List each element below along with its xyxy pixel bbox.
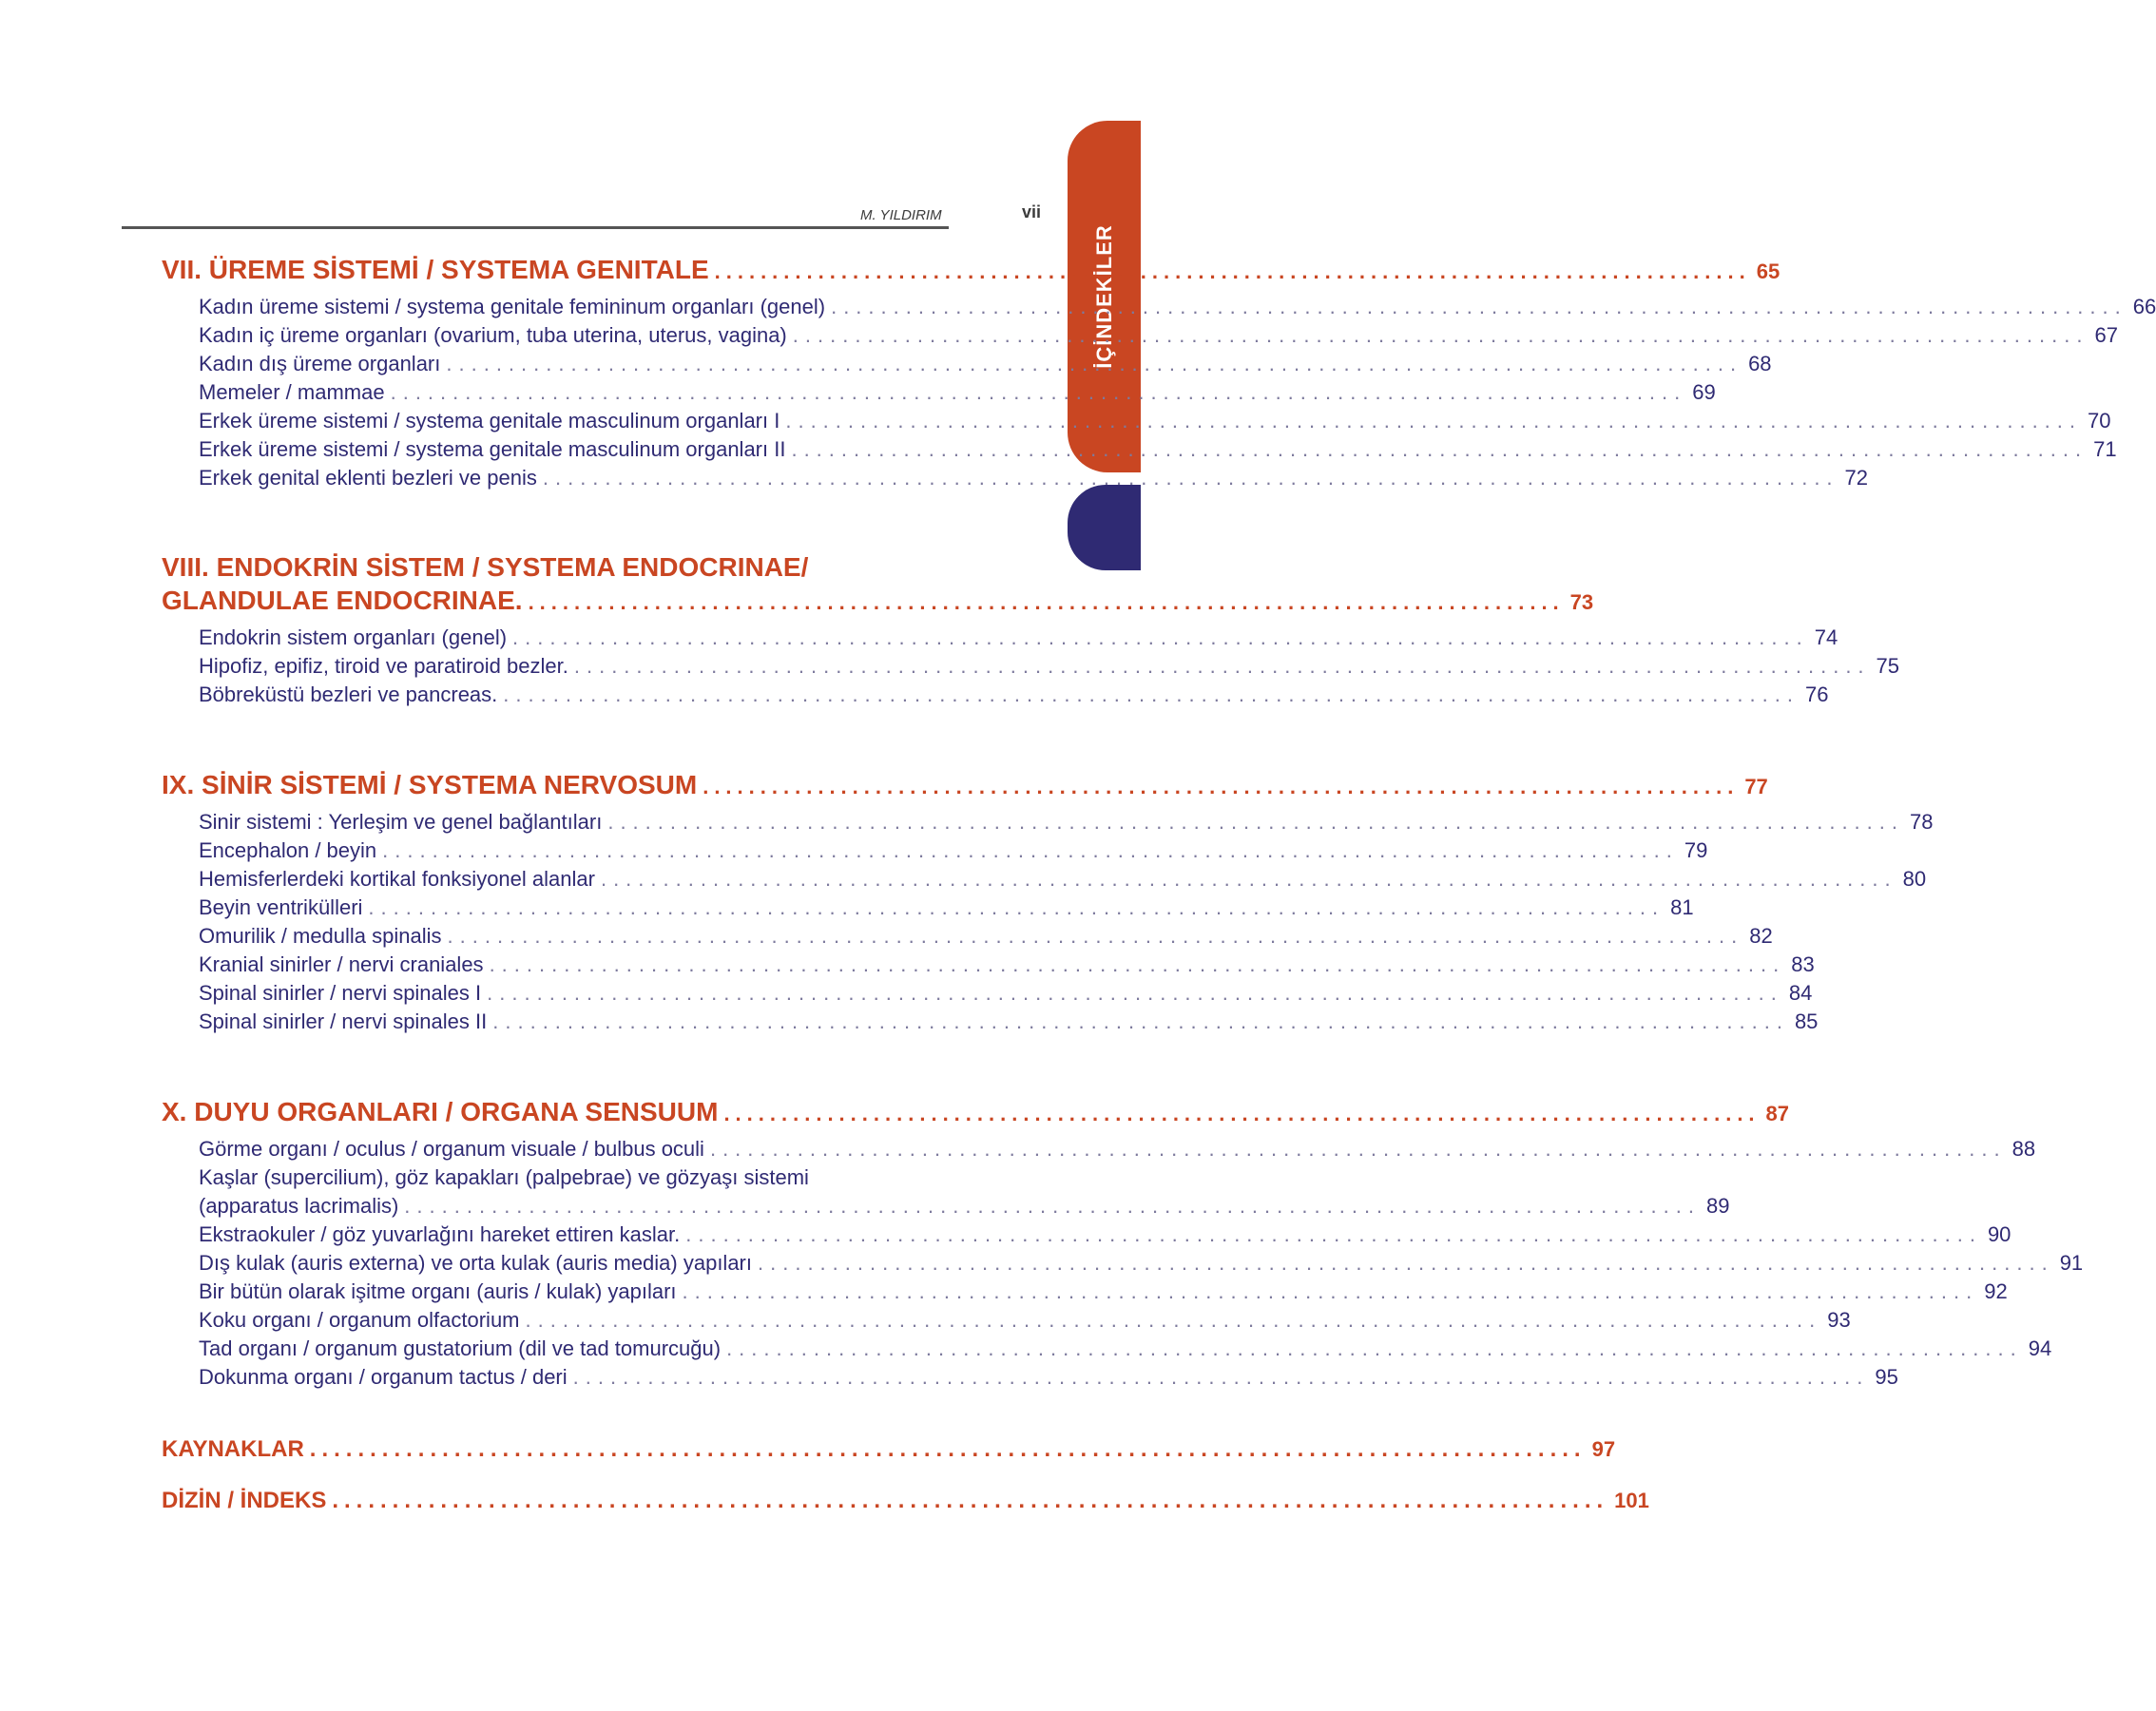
- side-tab-label: İÇİNDEKİLER: [1091, 224, 1116, 369]
- toc-entry: Encephalon / beyin ........................................................................................................ 79: [199, 838, 1708, 862]
- running-header-page-number: vii: [1022, 202, 1042, 221]
- toc-entry: Kadın dış üreme organları ........................................................................................................ 68: [199, 352, 1772, 375]
- toc-entry: Hemisferlerdeki kortikal fonksiyonel alanlar ........................................................................................................ 80: [199, 867, 1927, 891]
- section-title: VIII. ENDOKRİN SİSTEM / SYSTEMA ENDOCRINAE/: [162, 552, 809, 582]
- dot-leader: ..........................................................................................: [528, 590, 1565, 614]
- toc-entry: Bir bütün olarak işitme organı (auris / kulak) yapıları ........................................................................................................ 92: [199, 1279, 2008, 1303]
- toc-entry: Spinal sinirler / nervi spinales I ........................................................................................................ 84: [199, 981, 1813, 1005]
- toc-entry: Koku organı / organum olfactorium ........................................................................................................ 93: [199, 1308, 1851, 1332]
- section-title-continued: GLANDULAE ENDOCRINAE.: [162, 586, 523, 615]
- section-page: 87: [1765, 1102, 1790, 1125]
- toc-entry: Böbreküstü bezleri ve pancreas. ........................................................................................................ 76: [199, 682, 1829, 706]
- toc-entry-first-line: Kaşlar (supercilium), göz kapakları (palpebrae) ve gözyaşı sistemi: [199, 1165, 809, 1189]
- toc-entry: (apparatus lacrimalis) ........................................................................................................ 89: [199, 1194, 1730, 1218]
- toc-entry: Erkek üreme sistemi / systema genitale masculinum organları I ........................................................................................................ 70: [199, 409, 2111, 433]
- dot-leader: ..........................................................................................: [714, 260, 1751, 283]
- section-title: IX. SİNİR SİSTEMİ / SYSTEMA NERVOSUM: [162, 770, 698, 799]
- toc-back-matter-references: KAYNAKLAR .......................................................................................................... 97: [162, 1433, 1040, 1466]
- toc-entry: Erkek genital eklenti bezleri ve penis ........................................................................................................ 72: [199, 466, 1869, 490]
- section-title: VII. ÜREME SİSTEMİ / SYSTEMA GENITALE: [162, 255, 709, 284]
- section-page: 77: [1744, 775, 1768, 798]
- toc-section-viii: [162, 551, 1900, 709]
- dot-leader: ..........................................................................................: [703, 775, 1740, 798]
- section-page: 73: [1569, 590, 1594, 614]
- toc-entry: Sinir sistemi : Yerleşim ve genel bağlantıları ........................................................................................................ 78: [199, 810, 1934, 834]
- toc-section-x: [162, 1095, 2084, 1392]
- toc-entry: Görme organı / oculus / organum visuale / bulbus oculi ........................................................................................................ 88: [199, 1137, 2036, 1161]
- toc-entry: Kadın iç üreme organları (ovarium, tuba uterina, uterus, vagina) ........................................................................................................ 67: [199, 323, 2118, 347]
- section-title: X. DUYU ORGANLARI / ORGANA SENSUUM: [162, 1097, 719, 1126]
- running-header-author: M. YILDIRIM: [860, 207, 942, 223]
- side-tab-next: [1068, 485, 1141, 570]
- toc-section-ix: [162, 768, 1934, 1036]
- toc-entry: Erkek üreme sistemi / systema genitale masculinum organları II ........................................................................................................ 71: [199, 437, 2117, 461]
- toc-entry: Ekstraokuler / göz yuvarlağını hareket ettiren kaslar. ........................................................................................................ 90: [199, 1222, 2012, 1246]
- toc-entry: Beyin ventrikülleri ........................................................................................................ 81: [199, 895, 1694, 919]
- toc-entry: Kranial sinirler / nervi craniales ........................................................................................................ 83: [199, 952, 1815, 976]
- toc-entry: Spinal sinirler / nervi spinales II ........................................................................................................ 85: [199, 1009, 1819, 1033]
- toc-entry: Endokrin sistem organları (genel) ........................................................................................................ 74: [199, 625, 1838, 649]
- toc-entry: Kadın üreme sistemi / systema genitale femininum organları (genel) ........................................................................................................ 66: [199, 295, 2156, 318]
- section-page: 65: [1756, 260, 1781, 283]
- toc-entry: Omurilik / medulla spinalis ........................................................................................................ 82: [199, 924, 1773, 948]
- dot-leader: ..........................................................................................: [723, 1102, 1761, 1125]
- toc-entry: Tad organı / organum gustatorium (dil ve tad tomurcuğu) ........................................................................................................ 94: [199, 1336, 2052, 1360]
- toc-entry: Dokunma organı / organum tactus / deri ........................................................................................................ 95: [199, 1365, 1898, 1389]
- dot-leader: ..........................................................................................................: [332, 1488, 1609, 1513]
- dot-leader: ..........................................................................................................: [309, 1436, 1587, 1462]
- header-rule: [122, 226, 949, 229]
- toc-entry: Hipofiz, epifiz, tiroid ve paratiroid bezler. ........................................................................................................ 75: [199, 654, 1900, 678]
- toc-entry: Dış kulak (auris externa) ve orta kulak (auris media) yapıları ........................................................................................................ 91: [199, 1251, 2084, 1275]
- toc-back-matter-index: DİZİN / İNDEKS .......................................................................................................... 101: [162, 1485, 1040, 1517]
- toc-entry: Memeler / mammae ........................................................................................................ 69: [199, 380, 1716, 404]
